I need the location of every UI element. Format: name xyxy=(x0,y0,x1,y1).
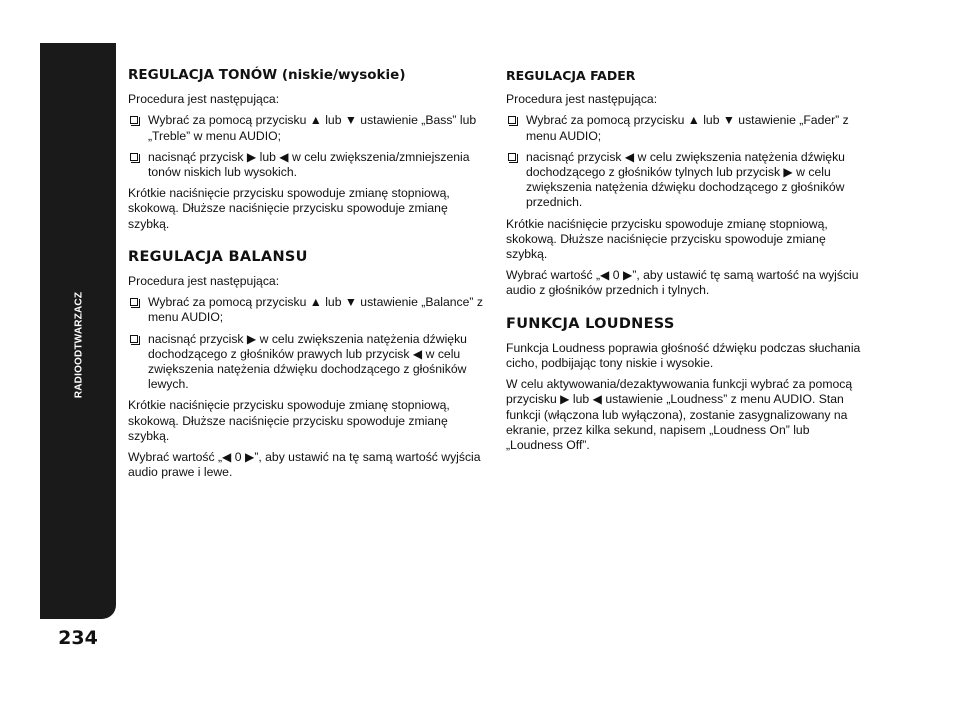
balance-intro: Procedura jest następująca: xyxy=(128,274,280,289)
left-column xyxy=(128,68,490,486)
tone-title: REGULACJA TONÓW (niskie/wysokie) xyxy=(128,67,406,83)
fader-note: Krótkie naciśnięcie przycisku spowoduje zmianę stopniową, skokową. Dłuższe naciśnięcie przycisku spowoduje zmianę szybką. xyxy=(506,216,828,262)
list-item-text: nacisnąć przycisk ▶ lub ◀ w celu zwiększenia/zmniejszenia tonów niskich lub wysokich. xyxy=(148,149,470,180)
list-item xyxy=(506,150,868,211)
checkbox-bullet-icon xyxy=(130,335,138,343)
list-item-text: Wybrać za pomocą przycisku ▲ lub ▼ ustawienie „Balance” z menu AUDIO; xyxy=(148,295,483,325)
list-item xyxy=(128,332,490,393)
checkbox-bullet-icon xyxy=(508,153,516,161)
tone-intro: Procedura jest następująca: xyxy=(128,92,280,107)
checkbox-bullet-icon xyxy=(130,153,138,161)
loudness-instructions: W celu aktywowania/dezaktywowania funkcji wybrać za pomocą przycisku ▶ lub ◀ ustawienie „Loudness” z menu AUDIO. Stan funkcji (włączona lub wyłączona), zostanie zasygnalizowany na ekranie, przez kilka sekund, napisem „Loudness On” lub „Loudness Off”. xyxy=(506,377,853,453)
list-item-text: nacisnąć przycisk ◀ w celu zwiększenia natężenia dźwięku dochodzącego z głośników tylnych lub przycisk ▶ w celu zwiększenia natężenia dźwięku dochodzącego z głośników przednich. xyxy=(526,149,845,210)
list-item-text: Wybrać za pomocą przycisku ▲ lub ▼ ustawienie „Fader” z menu AUDIO; xyxy=(526,113,849,143)
balance-value: Wybrać wartość „◀ 0 ▶”, aby ustawić na tę samą wartość wyjścia audio prawe i lewe. xyxy=(128,450,481,480)
balance-note: Krótkie naciśnięcie przycisku spowoduje zmianę stopniową, skokową. Dłuższe naciśnięcie przycisku spowoduje zmianę szybką. xyxy=(128,398,450,443)
balance-title: REGULACJA BALANSU xyxy=(128,248,308,265)
fader-intro: Procedura jest następująca: xyxy=(506,92,658,107)
list-item-text: Wybrać za pomocą przycisku ▲ lub ▼ ustawienie „Bass” lub „Treble” w menu AUDIO; xyxy=(148,113,477,143)
tone-note: Krótkie naciśnięcie przycisku spowoduje zmianę stopniową, skokową. Dłuższe naciśnięcie przycisku spowoduje zmianę szybką. xyxy=(128,186,450,231)
list-item xyxy=(128,113,490,143)
checkbox-bullet-icon xyxy=(130,116,138,124)
checkbox-bullet-icon xyxy=(508,116,516,124)
fader-title: REGULACJA FADER xyxy=(506,68,636,83)
page-number: 234 xyxy=(58,627,98,649)
right-column xyxy=(506,68,868,459)
loudness-description: Funkcja Loudness poprawia głośność dźwięku podczas słuchania cicho, podbijając tony niskie i wysokie. xyxy=(506,340,861,371)
fader-value: Wybrać wartość „◀ 0 ▶”, aby ustawić tę samą wartość na wyjściu audio z głośników przednich i tylnych. xyxy=(506,268,859,298)
list-item xyxy=(506,113,868,143)
list-item xyxy=(128,295,490,325)
loudness-title: FUNKCJA LOUDNESS xyxy=(506,315,675,332)
list-item xyxy=(128,150,490,180)
section-label: RADIOODTWARZACZ xyxy=(73,291,85,399)
list-item-text: nacisnąć przycisk ▶ w celu zwiększenia natężenia dźwięku dochodzącego z głośników prawych lub przycisk ◀ w celu zwiększenia natężenia dźwięku dochodzącego z głośników lewych. xyxy=(148,331,467,392)
checkbox-bullet-icon xyxy=(130,298,138,306)
